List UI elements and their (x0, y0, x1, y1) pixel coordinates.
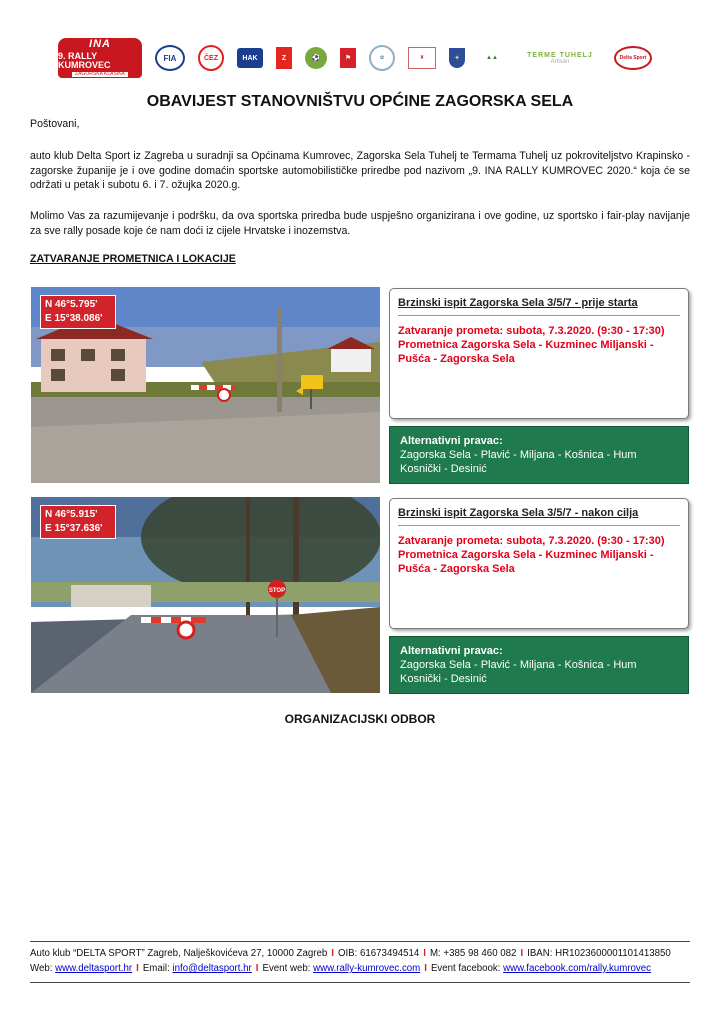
rally-kumrovec-logo (58, 38, 142, 78)
footer-separator: I (423, 948, 426, 959)
gps-longitude: E 15°38.086' (45, 313, 103, 324)
footer-separator: I (520, 948, 524, 959)
logo-rally-text: 9. RALLY KUMROVEC (58, 51, 111, 70)
card-divider (398, 525, 680, 526)
footer-line-1 (30, 947, 695, 960)
greeting: Poštovani, (30, 118, 80, 130)
facebook-label: Event facebook: (430, 963, 501, 974)
terme-tuhelj-text: TERME TUHELJ (527, 51, 593, 59)
hill-logo: ▲▲ (486, 55, 498, 61)
footer-separator: I (136, 963, 139, 974)
gps-coordinates-badge (40, 295, 116, 329)
club-iban: IBAN: HR1023600001101413850 (527, 948, 671, 959)
red-symbol-logo: ⚑ (340, 48, 356, 68)
facebook-link[interactable]: www.facebook.com/rally.kumrovec (503, 963, 652, 974)
card-divider (398, 315, 680, 316)
footer-separator: I (255, 963, 259, 974)
location-1-alternative-route (389, 426, 689, 484)
location-2-alternative-route (389, 636, 689, 694)
delta-sport-logo: Delta Sport (614, 46, 652, 70)
footer-separator: I (424, 963, 427, 974)
footer-top-rule (30, 941, 690, 942)
fia-logo: FIA (155, 45, 185, 71)
stage-title: Brzinski ispit Zagorska Sela 3/5/7 - nakon cilja (398, 507, 639, 519)
gps-longitude: E 15°37.636' (45, 523, 103, 534)
location-1-photo (31, 287, 380, 483)
location-1-info-card (389, 288, 689, 419)
gps-coordinates-badge (40, 505, 116, 539)
intro-paragraph: auto klub Delta Sport iz Zagreba u suradnji sa Općinama Kumrovec, Zagorska Sela Tuhelj te Termama Tuhelj uz pokroviteljstvo Krapinsko - zagorske županije je i ove godine domaćin sportske automobilističke priredbe pod nazivom „9. INA RALLY KUMROVEC 2020.“ koja će se održati u petak i subotu 6. i 7. ožujka 2020.g. (30, 150, 690, 192)
organizer-signature: ORGANIZACIJSKI ODBOR (284, 712, 436, 726)
coat-of-arms-logo: ✦ (449, 48, 465, 68)
logo-tagline: ZAGORSKA KLASIKA (72, 72, 128, 77)
logo-ina-text: INA (89, 38, 111, 50)
alternative-route-text: Zagorska Sela - Plavić - Miljana - Košnica - Hum Kosnički - Desinić (400, 449, 637, 475)
castle-logo: ♜ (408, 47, 436, 69)
page-title: OBAVIJEST STANOVNIŠTVU OPĆINE ZAGORSKA SELA (146, 93, 574, 110)
email-link[interactable]: info@deltasport.hr (172, 963, 252, 974)
web-label: Web: (30, 963, 53, 974)
section-heading: ZATVARANJE PROMETNICA I LOKACIJE (30, 253, 236, 265)
stop-sign-text: STOP (268, 588, 286, 594)
terme-sub-text: Artisan (550, 58, 570, 65)
municipality-circle-logo: ✿ (369, 45, 395, 71)
event-web-label: Event web: (262, 963, 311, 974)
gps-latitude: N 46°5.795' (45, 299, 98, 310)
club-oib: OIB: 61673494514 (337, 948, 420, 959)
club-address: Auto klub “DELTA SPORT” Zagreb, Nalješkovićeva 27, 10000 Zagreb (30, 948, 328, 959)
location-2-info-card (389, 498, 689, 629)
closure-time: Zatvaranje prometa: subota, 7.3.2020. (9:30 - 17:30) (398, 535, 665, 547)
event-web-link[interactable]: www.rally-kumrovec.com (313, 963, 421, 974)
email-label: Email: (142, 963, 170, 974)
web-link[interactable]: www.deltasport.hr (55, 963, 133, 974)
support-paragraph: Molimo Vas za razumijevanje i podršku, da ova sportska priredba bude uspješno organizirana i ove godine, uz sportsko i fair-play navijanje za sve rally posade koje će nam doći iz cijele Hrvatske i inozemstva. (30, 210, 690, 237)
location-2-photo (31, 497, 380, 693)
closure-time: Zatvaranje prometa: subota, 7.3.2020. (9:30 - 17:30) (398, 325, 665, 337)
gps-latitude: N 46°5.915' (45, 509, 98, 520)
cez-logo: ČEZ (198, 45, 224, 71)
hak-logo: HAK (237, 48, 263, 68)
closed-road: Prometnica Zagorska Sela - Kuzminec Miljanski - Pušća - Zagorska Sela (398, 339, 654, 365)
terme-tuhelj-logo (519, 47, 601, 69)
alternative-route-heading: Alternativni pravac: (400, 645, 503, 657)
sponsor-logo-strip (58, 34, 668, 82)
stage-title: Brzinski ispit Zagorska Sela 3/5/7 - prije starta (398, 297, 638, 309)
footer-line-2 (30, 962, 695, 975)
zagorje-logo: Z (276, 47, 292, 69)
closed-road: Prometnica Zagorska Sela - Kuzminec Miljanski - Pušća - Zagorska Sela (398, 549, 654, 575)
footer-bottom-rule (30, 982, 690, 983)
club-mobile: M: +385 98 460 082 (429, 948, 517, 959)
footer-separator: I (331, 948, 334, 959)
alternative-route-text: Zagorska Sela - Plavić - Miljana - Košnica - Hum Kosnički - Desinić (400, 659, 637, 685)
zagreb-logo: ⚽ (305, 47, 327, 69)
alternative-route-heading: Alternativni pravac: (400, 435, 503, 447)
